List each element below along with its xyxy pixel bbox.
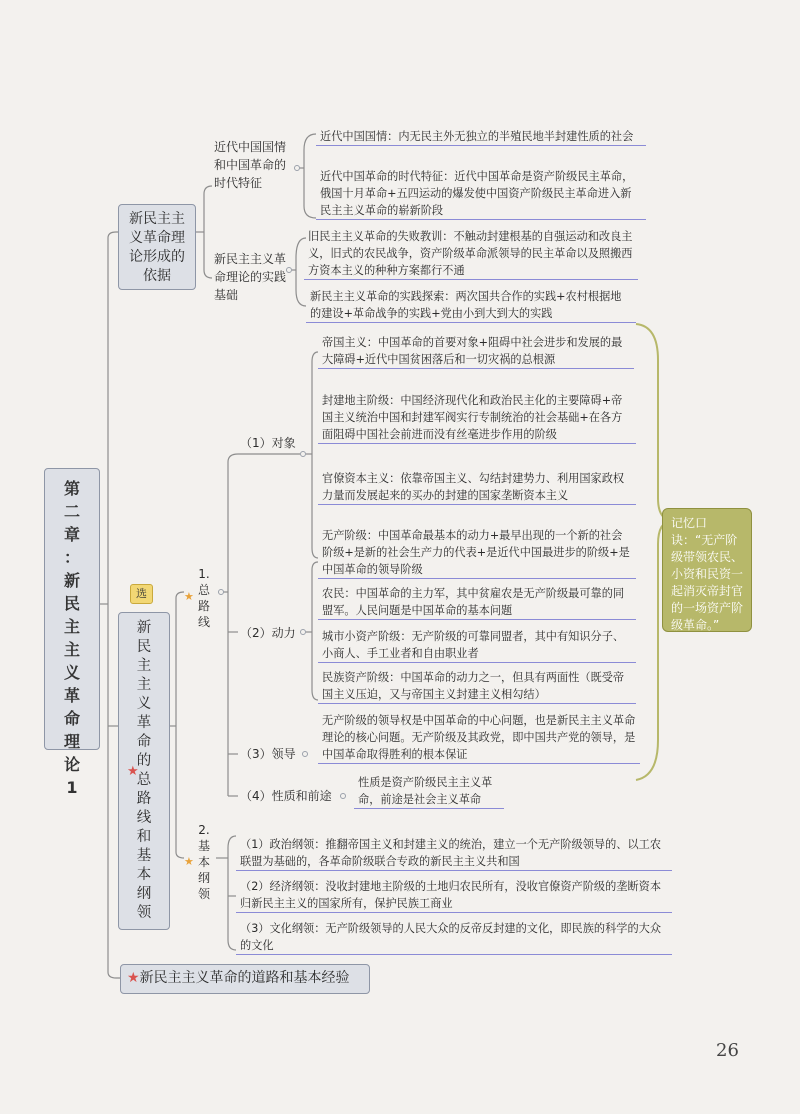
section2-title-char: 义 xyxy=(136,696,152,712)
section2-title-char: 基 xyxy=(136,848,152,864)
chapter-title-char: 义 xyxy=(63,663,80,682)
chapter-title-box xyxy=(44,468,100,797)
section1-sub2-leaf-2: 新民主主义革命的实践探索：两次国共合作的实践+农村根据地的建设+革命战争的实践+党由小到大到大的实践 xyxy=(306,288,636,323)
memory-tip-box xyxy=(662,508,752,632)
force-leaf-petty-bourgeoisie: 城市小资产阶级：无产阶级的可靠同盟者，其中有知识分子、小商人、手工业者和自由职业者 xyxy=(318,628,636,663)
chapter-title-char: ： xyxy=(63,548,80,567)
section2-title-char: 线 xyxy=(136,810,152,826)
section3-star-icon: ★ xyxy=(127,970,140,986)
political-program-leaf: （1）政治纲领：推翻帝国主义和封建主义的统治，建立一个无产阶级领导的、以工农联盟为基础的，各革命阶级联合专政的新民主主义共和国 xyxy=(236,836,672,871)
basic-program-label-char: 本 xyxy=(197,855,210,869)
memory-tip-text: 记忆口诀：“无产阶级带领农民、小资和民资一起消灭帝封官的一场资产阶级革命。” xyxy=(671,516,744,632)
section2-title-char: 和 xyxy=(136,829,152,845)
chapter-title-char: 命 xyxy=(63,709,80,728)
section3-title-box xyxy=(120,964,370,994)
section2-title-char: 革 xyxy=(136,715,152,731)
section1-sub1-label: 近代中国国情和中国革命的时代特征 xyxy=(214,140,287,190)
section2-title-char: 纲 xyxy=(136,886,152,902)
general-line-label-char: 路 xyxy=(197,599,210,613)
section1-title: 新民主主义革命理论形成的依据 xyxy=(129,211,185,284)
page-number: 26 xyxy=(716,1040,739,1061)
chapter-title-char: 理 xyxy=(63,732,80,751)
leadership-label: （3）领导 xyxy=(240,747,296,761)
general-line-label-char: 线 xyxy=(197,615,210,629)
object-leaf-imperialism: 帝国主义：中国革命的首要对象+阻碍中社会进步和发展的最大障碍+近代中国贫困落后和一切灾祸的总根源 xyxy=(318,334,634,369)
section1-sub2-leaf-1: 旧民主主义革命的失败教训：不触动封建根基的自强运动和改良主义，旧式的农民战争，资产阶级革命派领导的民主革命以及照搬西方资本主义的种种方案都行不通 xyxy=(304,228,638,280)
section1-title-box xyxy=(118,204,196,290)
object-dot xyxy=(300,451,306,457)
general-line-label-char: 总 xyxy=(197,583,210,597)
chapter-title-char: 民 xyxy=(63,594,80,613)
force-leaf-peasants: 农民：中国革命的主力军，其中贫雇农是无产阶级最可靠的同盟军。人民问题是中国革命的基本问题 xyxy=(318,585,636,620)
section3-title: 新民主主义革命的道路和基本经验 xyxy=(139,970,350,986)
section1-sub1-leaf-1: 近代中国国情：内无民主外无独立的半殖民地半封建性质的社会 xyxy=(316,128,646,146)
basic-program-star-icon: ★ xyxy=(184,855,194,868)
basic-program-label xyxy=(196,822,212,902)
chapter-title-char: 新 xyxy=(63,571,80,590)
leadership-dot xyxy=(302,751,308,757)
section2-title-char: 路 xyxy=(136,791,152,807)
general-line-star-icon: ★ xyxy=(184,590,194,603)
section2-title-char: 总 xyxy=(136,772,152,788)
force-label: （2）动力 xyxy=(240,626,296,640)
object-leaf-feudal: 封建地主阶级：中国经济现代化和政治民主化的主要障碍+帝国主义统治中国和封建军阀实行专制统治的社会基础+在各方面阻碍中国社会前进而没有丝毫进步作用的阶级 xyxy=(318,392,636,444)
section2-star-icon: ★ xyxy=(127,764,139,779)
select-tag: 选 xyxy=(130,584,153,604)
section1-sub2-dot xyxy=(286,267,292,273)
chapter-title-char: 主 xyxy=(63,640,80,659)
chapter-title-char: 章 xyxy=(63,525,80,544)
force-leaf-proletariat: 无产阶级：中国革命最基本的动力+最早出现的一个新的社会阶级+是新的社会生产力的代表+是近代中国最进步的阶级+是中国革命的领导阶级 xyxy=(318,527,636,579)
object-label: （1）对象 xyxy=(240,436,296,450)
general-line-label-char: 1. xyxy=(198,567,210,581)
general-line-dot xyxy=(218,589,224,595)
chapter-title-char: 二 xyxy=(63,502,80,521)
section2-title-box xyxy=(118,612,170,930)
section2-title-char: 的 xyxy=(136,753,152,769)
section2-title-char: 领 xyxy=(136,905,152,921)
section2-title-char: 主 xyxy=(136,658,152,674)
section1-sub2-label: 新民主主义革命理论的实践基础 xyxy=(214,252,287,302)
force-dot xyxy=(300,629,306,635)
object-leaf-bureaucratic: 官僚资本主义：依靠帝国主义、勾结封建势力、利用国家政权力量而发展起来的买办的封建的国家垄断资本主义 xyxy=(318,470,636,505)
chapter-title-char: 主 xyxy=(63,617,80,636)
section2-title-char: 命 xyxy=(136,734,152,750)
chapter-title-char: 第 xyxy=(63,479,80,498)
nature-label: （4）性质和前途 xyxy=(240,789,332,803)
section2-title-char: 新 xyxy=(136,620,152,636)
nature-leaf: 性质是资产阶级民主主义革命，前途是社会主义革命 xyxy=(354,774,504,809)
section1-sub1-leaf-2: 近代中国革命的时代特征：近代中国革命是资产阶级民主革命，俄国十月革命+五四运动的爆发使中国资产阶级民主革命进入新民主主义革命的崭新阶段 xyxy=(316,168,646,220)
force-leaf-national-bourgeoisie: 民族资产阶级：中国革命的动力之一，但具有两面性（既受帝国主义压迫，又与帝国主义封建主义相勾结） xyxy=(318,669,636,704)
nature-dot xyxy=(340,793,346,799)
section2-title-char: 民 xyxy=(136,639,152,655)
general-line-label xyxy=(196,566,212,630)
section2-title-char: 本 xyxy=(136,867,152,883)
basic-program-label-char: 领 xyxy=(197,887,210,901)
basic-program-label-char: 2. xyxy=(198,823,210,837)
chapter-title-char: 论 xyxy=(63,755,80,774)
basic-program-label-char: 基 xyxy=(197,839,210,853)
economic-program-leaf: （2）经济纲领：没收封建地主阶级的土地归农民所有，没收官僚资产阶级的垄断资本归新民主主义的国家所有，保护民族工商业 xyxy=(236,878,672,913)
chapter-title-char: 革 xyxy=(63,686,80,705)
chapter-title-char: 1 xyxy=(66,778,78,797)
basic-program-label-char: 纲 xyxy=(197,871,210,885)
chapter-title-text xyxy=(45,477,99,799)
section1-sub1-dot xyxy=(294,165,300,171)
cultural-program-leaf: （3）文化纲领：无产阶级领导的人民大众的反帝反封建的文化，即民族的科学的大众的文化 xyxy=(236,920,672,955)
section2-title-char: 主 xyxy=(136,677,152,693)
leadership-leaf: 无产阶级的领导权是中国革命的中心问题，也是新民主主义革命理论的核心问题。无产阶级及其政党，即中国共产党的领导，是中国革命取得胜利的根本保证 xyxy=(318,712,640,764)
